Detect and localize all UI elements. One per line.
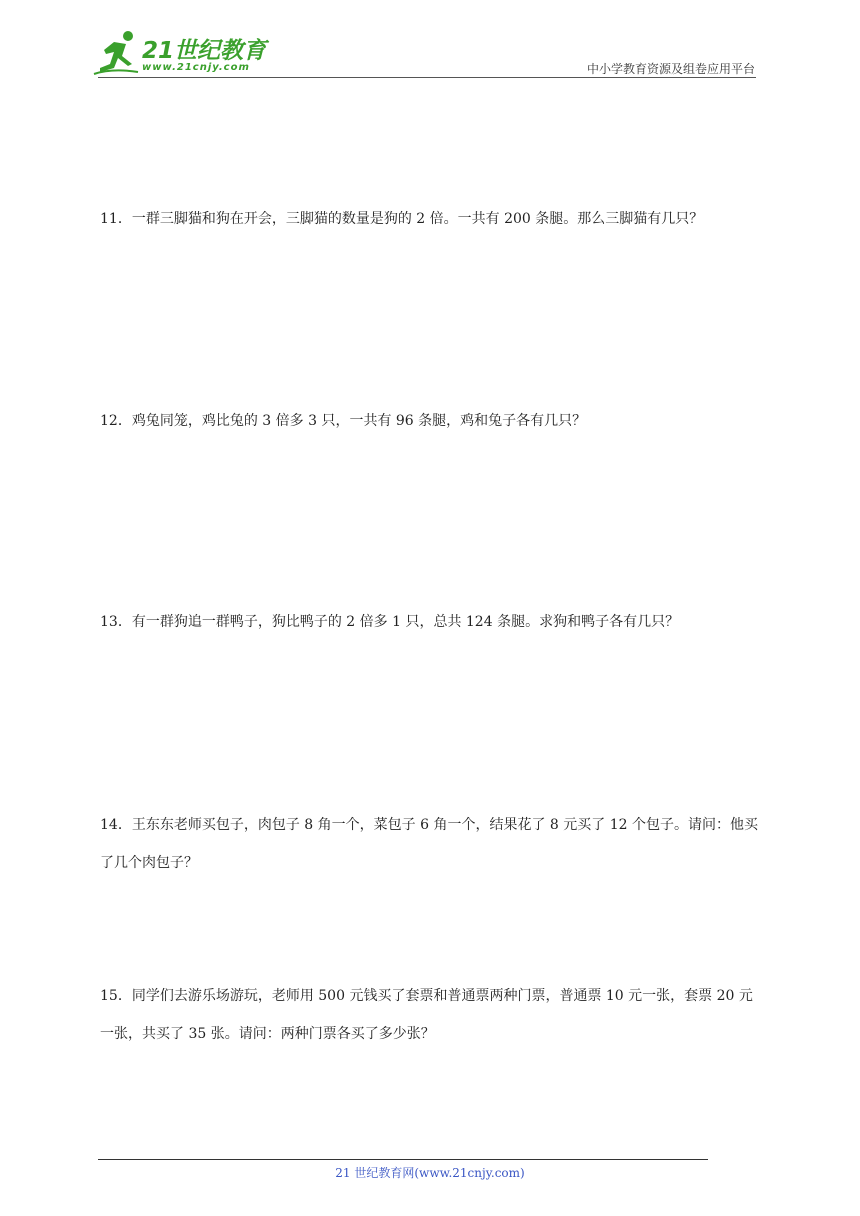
logo-wordmark: 21世纪教育 xyxy=(142,38,267,64)
question-13 xyxy=(100,603,765,641)
question-text: 鸡兔同笼，鸡比兔的 3 倍多 3 只，一共有 96 条腿，鸡和兔子各有几只？ xyxy=(131,413,587,429)
logo-url: www.21cnjy.com xyxy=(142,62,250,73)
question-12 xyxy=(100,402,765,440)
question-text: 一群三脚猫和狗在开会，三脚猫的数量是狗的 2 倍。一共有 200 条腿。那么三脚猫有几只？ xyxy=(131,211,704,227)
header-divider xyxy=(98,77,756,78)
question-number: 14． xyxy=(100,817,132,833)
question-text: 有一群狗追一群鸭子，狗比鸭子的 2 倍多 1 只，总共 124 条腿。求狗和鸭子各有几只？ xyxy=(131,614,680,630)
page-header xyxy=(0,0,860,85)
question-text: 同学们去游乐场游玩，老师用 500 元钱买了套票和普通票两种门票，普通票 10 元一张，套票 20 元一张，共买了 35 张。请问：两种门票各买了多少张？ xyxy=(100,988,753,1042)
platform-tagline: 中小学教育资源及组卷应用平台 xyxy=(586,62,755,76)
footer-divider xyxy=(98,1159,708,1160)
question-number: 12． xyxy=(100,413,132,429)
runner-icon xyxy=(92,28,142,80)
question-text: 王东东老师买包子，肉包子 8 角一个，菜包子 6 角一个，结果花了 8 元买了 12 个包子。请问：他买了几个肉包子？ xyxy=(100,817,758,871)
site-logo[interactable] xyxy=(92,28,267,80)
question-number: 11． xyxy=(100,211,132,227)
question-number: 15． xyxy=(100,988,132,1004)
question-14 xyxy=(100,806,765,882)
question-15 xyxy=(100,977,765,1053)
footer-link[interactable]: 21 世纪教育网(www.21cnjy.com) xyxy=(335,1166,525,1180)
question-11 xyxy=(100,200,765,238)
question-number: 13． xyxy=(100,614,132,630)
